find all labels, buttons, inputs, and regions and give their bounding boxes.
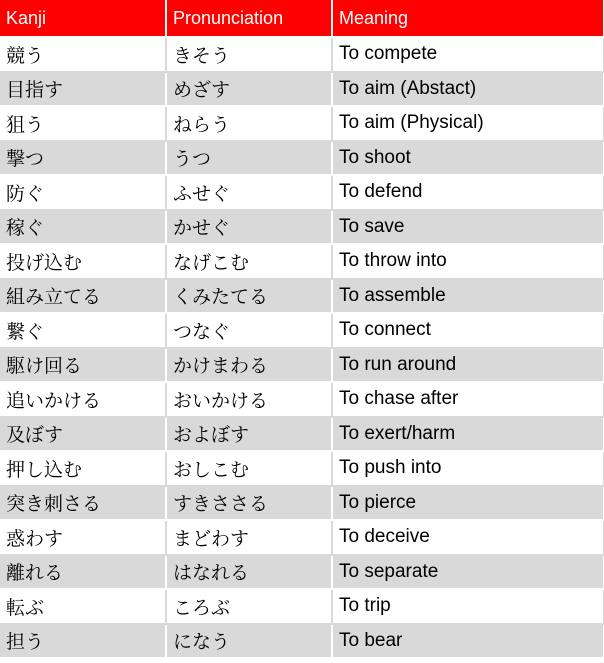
meaning-cell: To separate xyxy=(332,555,604,590)
kanji-cell: 及ぼす xyxy=(0,417,166,452)
table-row xyxy=(0,210,604,245)
pronunciation-cell: かけまわる xyxy=(166,348,332,383)
table-row xyxy=(0,141,604,176)
meaning-cell: To save xyxy=(332,210,604,245)
table-row xyxy=(0,106,604,141)
pronunciation-cell: くみたてる xyxy=(166,279,332,314)
pronunciation-cell: めざす xyxy=(166,72,332,107)
table-row xyxy=(0,486,604,521)
pronunciation-cell: ねらう xyxy=(166,106,332,141)
pronunciation-cell: つなぐ xyxy=(166,313,332,348)
kanji-cell: 競う xyxy=(0,37,166,72)
meaning-cell: To deceive xyxy=(332,520,604,555)
kanji-cell: 担う xyxy=(0,624,166,659)
pronunciation-cell: になう xyxy=(166,624,332,659)
header-row xyxy=(0,0,604,37)
meaning-cell: To chase after xyxy=(332,382,604,417)
pronunciation-cell: はなれる xyxy=(166,555,332,590)
kanji-cell: 撃つ xyxy=(0,141,166,176)
pronunciation-cell: ふせぐ xyxy=(166,175,332,210)
pronunciation-cell: おしこむ xyxy=(166,451,332,486)
kanji-cell: 稼ぐ xyxy=(0,210,166,245)
meaning-cell: To assemble xyxy=(332,279,604,314)
meaning-cell: To aim (Abstact) xyxy=(332,72,604,107)
meaning-cell: To throw into xyxy=(332,244,604,279)
meaning-cell: To shoot xyxy=(332,141,604,176)
kanji-cell: 駆け回る xyxy=(0,348,166,383)
meaning-cell: To trip xyxy=(332,589,604,624)
kanji-cell: 防ぐ xyxy=(0,175,166,210)
table-row xyxy=(0,589,604,624)
kanji-cell: 投げ込む xyxy=(0,244,166,279)
pronunciation-cell: おいかける xyxy=(166,382,332,417)
table-row xyxy=(0,244,604,279)
kanji-cell: 追いかける xyxy=(0,382,166,417)
pronunciation-cell: すきささる xyxy=(166,486,332,521)
table-row xyxy=(0,313,604,348)
table-header xyxy=(0,0,604,37)
table-row xyxy=(0,279,604,314)
header-pronunciation: Pronunciation xyxy=(166,0,332,37)
pronunciation-cell: きそう xyxy=(166,37,332,72)
pronunciation-cell: なげこむ xyxy=(166,244,332,279)
meaning-cell: To push into xyxy=(332,451,604,486)
table-row xyxy=(0,382,604,417)
table-row xyxy=(0,451,604,486)
kanji-cell: 狙う xyxy=(0,106,166,141)
header-kanji: Kanji xyxy=(0,0,166,37)
kanji-cell: 転ぶ xyxy=(0,589,166,624)
kanji-cell: 組み立てる xyxy=(0,279,166,314)
meaning-cell: To run around xyxy=(332,348,604,383)
table-row xyxy=(0,520,604,555)
table-row xyxy=(0,175,604,210)
pronunciation-cell: かせぐ xyxy=(166,210,332,245)
table-row xyxy=(0,624,604,659)
meaning-cell: To pierce xyxy=(332,486,604,521)
table-row xyxy=(0,417,604,452)
table-row xyxy=(0,72,604,107)
kanji-cell: 突き刺さる xyxy=(0,486,166,521)
pronunciation-cell: まどわす xyxy=(166,520,332,555)
kanji-cell: 押し込む xyxy=(0,451,166,486)
table-row xyxy=(0,348,604,383)
kanji-cell: 惑わす xyxy=(0,520,166,555)
header-meaning: Meaning xyxy=(332,0,604,37)
meaning-cell: To connect xyxy=(332,313,604,348)
pronunciation-cell: ころぶ xyxy=(166,589,332,624)
meaning-cell: To compete xyxy=(332,37,604,72)
kanji-cell: 離れる xyxy=(0,555,166,590)
meaning-cell: To bear xyxy=(332,624,604,659)
pronunciation-cell: うつ xyxy=(166,141,332,176)
table-row xyxy=(0,37,604,72)
table-row xyxy=(0,555,604,590)
pronunciation-cell: およぼす xyxy=(166,417,332,452)
meaning-cell: To aim (Physical) xyxy=(332,106,604,141)
kanji-cell: 目指す xyxy=(0,72,166,107)
kanji-cell: 繋ぐ xyxy=(0,313,166,348)
meaning-cell: To exert/harm xyxy=(332,417,604,452)
meaning-cell: To defend xyxy=(332,175,604,210)
table-body xyxy=(0,37,604,658)
